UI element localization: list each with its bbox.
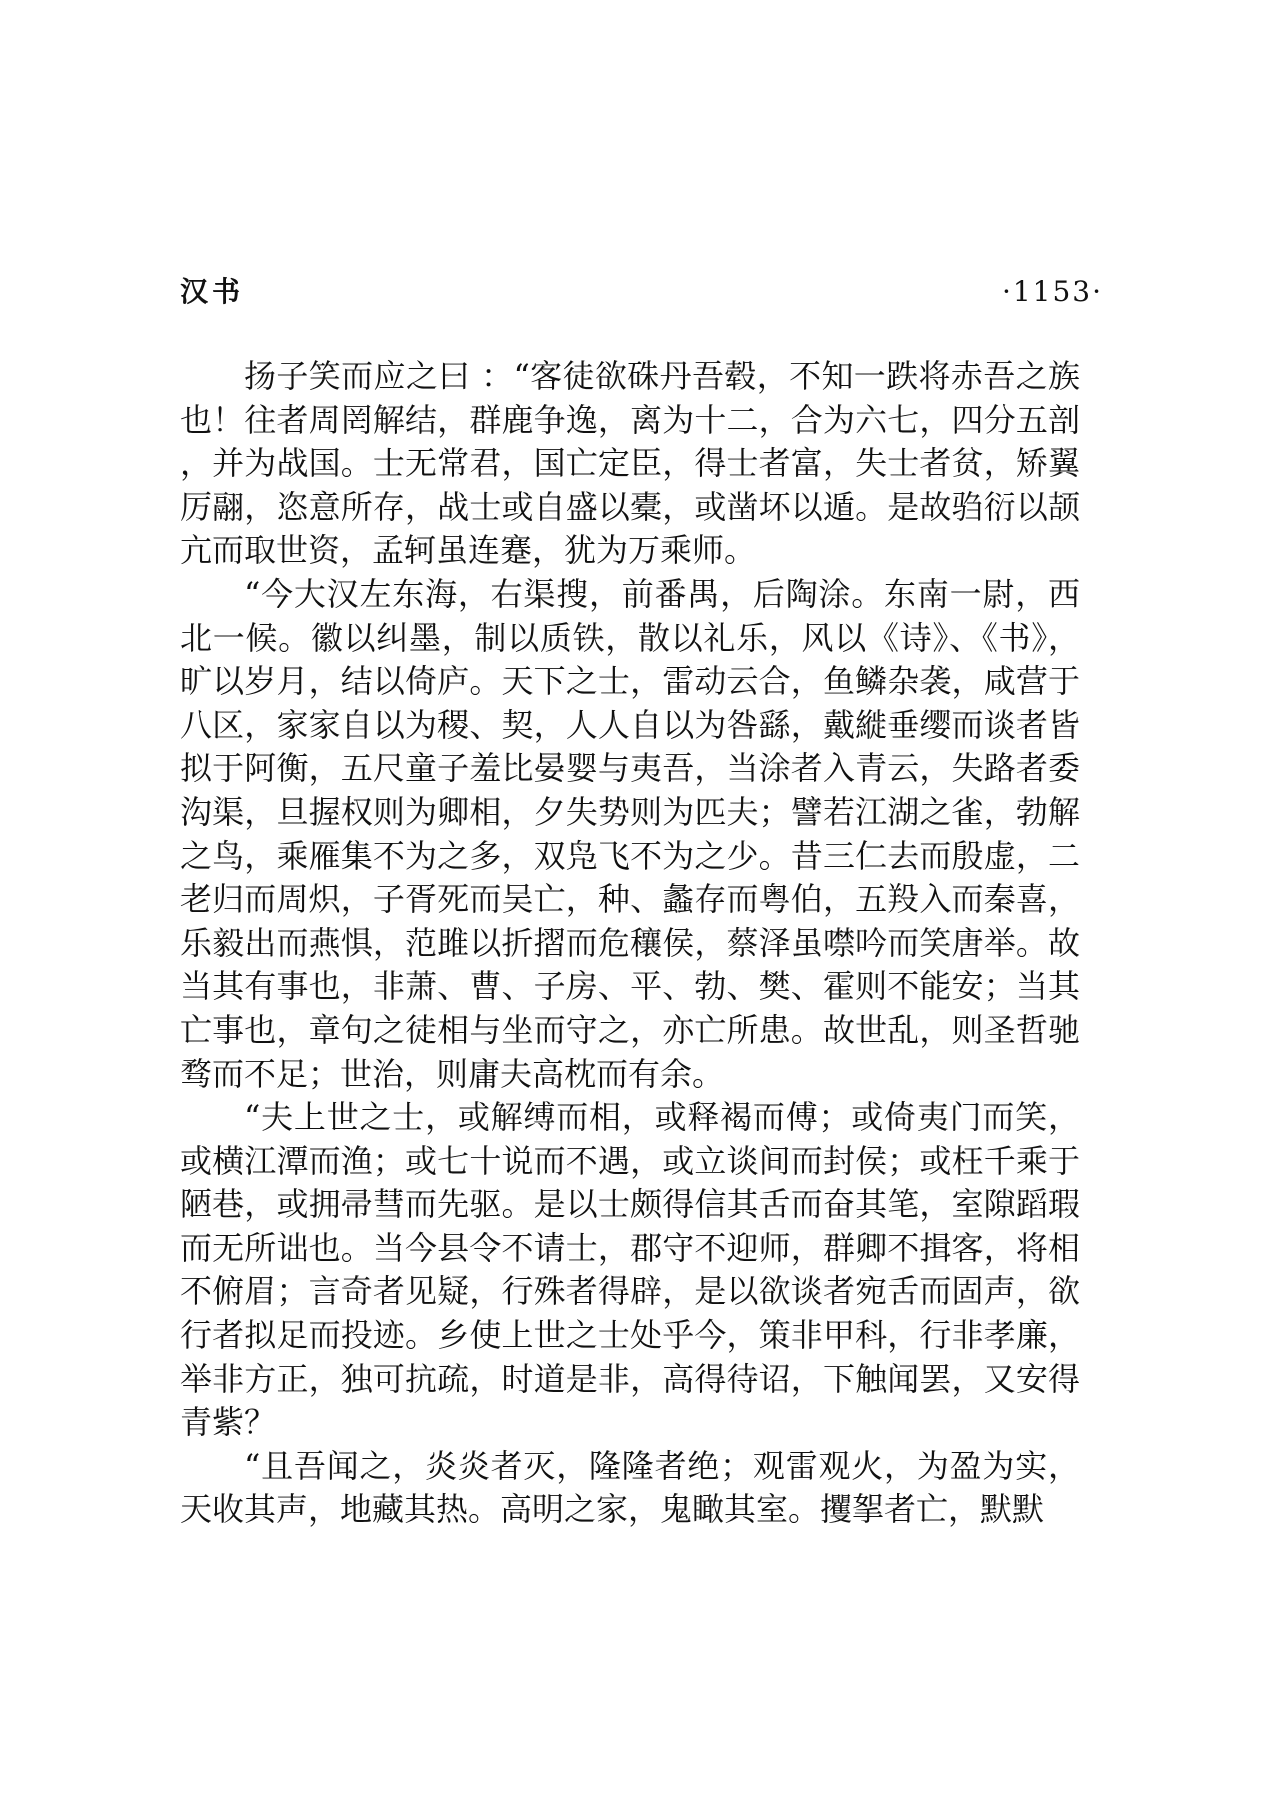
paragraph: “夫上世之士，或解缚而相，或释褐而傅；或倚夷门而笑，或横江潭而渔；或七十说而不遇，或立谈间而封侯；或枉千乘于陋巷，或拥帚彗而先驱。是以士颇得信其舌而奋其笔，室隙蹈瑕而无所诎也。当今县令不请士，郡守不迎师，群卿不揖客，将相不俯眉；言奇者见疑，行殊者得辟，是以欲谈者宛舌而固声，欲行者拟足而投迹。乡使上世之士处乎今，策非甲科，行非孝廉，举非方正，独可抗疏，时道是非，高得待诏，下触闻罢，又安得青紫？ bbox=[180, 1098, 1080, 1442]
paragraph: “且吾闻之，炎炎者灭，隆隆者绝；观雷观火，为盈为实，天收其声，地藏其热。高明之家，鬼瞰其室。攫挐者亡，默默 bbox=[180, 1446, 1080, 1529]
page-header bbox=[180, 272, 1103, 312]
paragraph: “今大汉左东海，右渠搜，前番禺，后陶涂。东南一尉，西北一候。徽以纠墨，制以质铁，散以礼乐，风以《诗》、《书》，旷以岁月，结以倚庐。天下之士，雷动云合，鱼鳞杂袭，咸营于八区，家家自以为稷、契，人人自以为咎繇，戴縰垂缨而谈者皆拟于阿衡，五尺童子羞比晏婴与夷吾，当涂者入青云，失路者委沟渠，旦握权则为卿相，夕失势则为匹夫；譬若江湖之雀，勃解之鸟，乘雁集不为之多，双凫飞不为之少。昔三仁去而殷虚，二老归而周炽，子胥死而吴亡，种、蠡存而粤伯，五羖入而秦喜，乐毅出而燕惧，范雎以折摺而危穰侯，蔡泽虽噤吟而笑唐举。故当其有事也，非萧、曹、子房、平、勃、樊、霍则不能安；当其亡事也，章句之徒相与坐而守之，亦亡所患。故世乱，则圣哲驰骛而不足；世治，则庸夫高枕而有余。 bbox=[180, 574, 1080, 1093]
text-body bbox=[180, 355, 1080, 1532]
page-number: ·1153· bbox=[1001, 275, 1103, 308]
book-title: 汉书 bbox=[180, 275, 245, 308]
paragraph: 扬子笑而应之曰 ：“客徒欲硃丹吾毂，不知一跌将赤吾之族也！往者周罔解结，群鹿争逸，离为十二，合为六七，四分五剖，并为战国。士无常君，国亡定臣，得士者富，失士者贫，矫翼厉翮，恣意所存，战士或自盛以橐，或凿坏以遁。是故驺衍以颉亢而取世资，孟轲虽连蹇，犹为万乘师。 bbox=[180, 357, 1080, 570]
